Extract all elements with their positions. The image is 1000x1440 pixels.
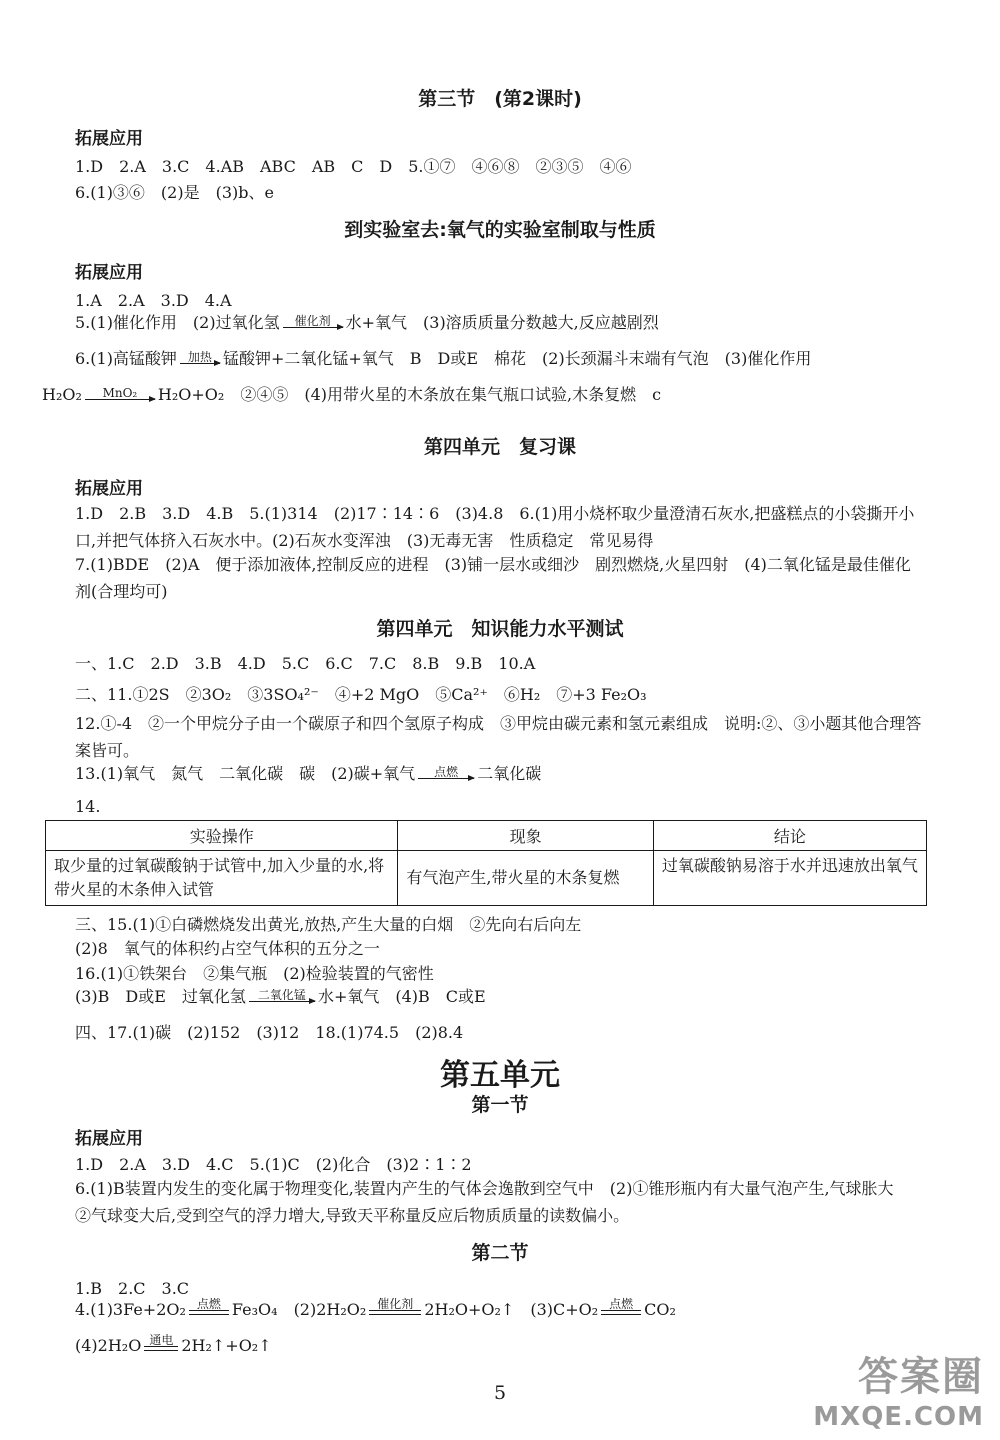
table-header: 结论 (653, 821, 926, 851)
table-header: 实验操作 (46, 821, 398, 851)
answer-line: 5.(1)催化作用 (2)过氧化氢 催化剂 水+氧气 (3)溶质质量分数越大,反应越剧烈 (75, 313, 659, 332)
table-cell: 有气泡产生,带火星的木条复燃 (398, 851, 653, 906)
arrow-label: 催化剂 (294, 314, 331, 328)
table-row (46, 851, 927, 906)
equation-label: 点燃 (609, 1297, 634, 1311)
subheading: 拓展应用 (75, 129, 143, 149)
answer-line: 一、1.C 2.D 3.B 4.D 5.C 6.C 7.C 8.B 9.B 10.A (75, 654, 536, 673)
watermark-top: 答案圈 (858, 1354, 984, 1400)
answer-line: (3)B D或E 过氧化氢 二氧化锰 水+氧气 (4)B C或E (75, 987, 486, 1006)
answer-line: 1.A 2.A 3.D 4.A (75, 291, 232, 310)
answer-paragraph: 12.①-4 ②一个甲烷分子由一个碳原子和四个氢原子构成 ③甲烷由碳元素和氢元素组成 说明:②、③小题其他合理答案皆可。 (75, 714, 922, 760)
watermark-logo (813, 1345, 984, 1432)
answer-line: 二、11.①2S ②3O₂ ③3SO₄²⁻ ④+2 MgO ⑤Ca²⁺ ⑥H₂ ⑦+3 Fe₂O₃ (75, 685, 647, 704)
arrow-label: 加热 (187, 350, 212, 364)
section-title-test: 第四单元 知识能力水平测试 (376, 618, 624, 640)
experiment-table (45, 820, 927, 906)
equation-label: 通电 (149, 1333, 174, 1347)
answer-line: 四、17.(1)碳 (2)152 (3)12 18.(1)74.5 (2)8.4 (75, 1023, 464, 1042)
answer-paragraph: 6.(1)B装置内发生的变化属于物理变化,装置内产生的气体会逸散到空气中 (2)①锥形瓶内有大量气泡产生,气球胀大 ②气球变大后,受到空气的浮力增大,导致天平称量反应后物质质量的读数偏小。 (75, 1179, 910, 1225)
table-header: 现象 (398, 821, 653, 851)
answer-line: 4.(1)3Fe+2O₂ 点燃 Fe₃O₄ (2)2H₂O₂ 催化剂 2H₂O+O₂↑ (3)C+O₂ 点燃 CO₂ (75, 1297, 676, 1319)
answer-line: 1.D 2.A 3.D 4.C 5.(1)C (2)化合 (3)2∶1∶2 (75, 1155, 472, 1174)
subheading: 拓展应用 (75, 1129, 143, 1149)
answer-line: 1.B 2.C 3.C (75, 1279, 190, 1298)
page-number: 5 (493, 1382, 507, 1404)
subheading: 拓展应用 (75, 479, 143, 499)
subheading: 拓展应用 (75, 263, 143, 283)
answer-line: (4)2H₂O 通电 2H₂↑+O₂↑ (75, 1333, 272, 1355)
answer-paragraph: 7.(1)BDE (2)A 便于添加液体,控制反应的进程 (3)铺一层水或细沙 剧烈燃烧,火星四射 (4)二氧化锰是最佳催化剂(合理均可) (75, 555, 911, 601)
table-cell: 取少量的过氧碳酸钠于试管中,加入少量的水,将带火星的木条伸入试管 (46, 851, 398, 906)
section-title-3-2: 第三节 (第2课时) (418, 88, 582, 110)
section-title-5-2: 第二节 (471, 1242, 529, 1264)
answer-line: 14. (75, 797, 101, 816)
answer-line: (2)8 氧气的体积约占空气体积的五分之一 (75, 939, 380, 958)
answer-line: 6.(1)高锰酸钾 加热 锰酸钾+二氧化锰+氧气 B D或E 棉花 (2)长颈漏斗末端有气泡 (3)催化作用 (75, 349, 812, 368)
equation-label: 点燃 (196, 1297, 221, 1311)
watermark-bottom: MXQE.COM (813, 1402, 984, 1432)
arrow-label: 点燃 (434, 765, 459, 779)
unit-title: 第五单元 (440, 1058, 560, 1093)
table-cell: 过氧碳酸钠易溶于水并迅速放出氧气 (653, 851, 926, 906)
section-title-review: 第四单元 复习课 (423, 436, 576, 458)
equation-label: 催化剂 (377, 1297, 414, 1311)
answer-line: 16.(1)①铁架台 ②集气瓶 (2)检验装置的气密性 (75, 964, 434, 983)
section-title-5-1: 第一节 (471, 1094, 529, 1116)
arrow-label: MnO₂ (102, 386, 138, 400)
answer-paragraph: 1.D 2.B 3.D 4.B 5.(1)314 (2)17∶14∶6 (3)4.8 6.(1)用小烧杯取少量澄清石灰水,把盛糕点的小袋撕开小口,并把气体挤入石灰水中。(2)石灰水变浑浊 (3)无毒无害 性质稳定 常见易得 (75, 504, 915, 550)
answer-line: 三、15.(1)①白磷燃烧发出黄光,放热,产生大量的白烟 ②先向右后向左 (75, 915, 582, 934)
answer-line: H₂O₂ MnO₂ H₂O+O₂ ②④⑤ (4)用带火星的木条放在集气瓶口试验,木条复燃 c (42, 385, 662, 404)
answer-line: 6.(1)③⑥ (2)是 (3)b、e (75, 183, 274, 202)
section-title-lab: 到实验室去:氧气的实验室制取与性质 (344, 219, 656, 241)
answer-line: 1.D 2.A 3.C 4.AB ABC AB C D 5.①⑦ ④⑥⑧ ②③⑤ ④⑥ (75, 157, 632, 176)
answer-line: 13.(1)氧气 氮气 二氧化碳 碳 (2)碳+氧气 点燃 二氧化碳 (75, 764, 542, 783)
arrow-label: 二氧化锰 (257, 988, 306, 1002)
